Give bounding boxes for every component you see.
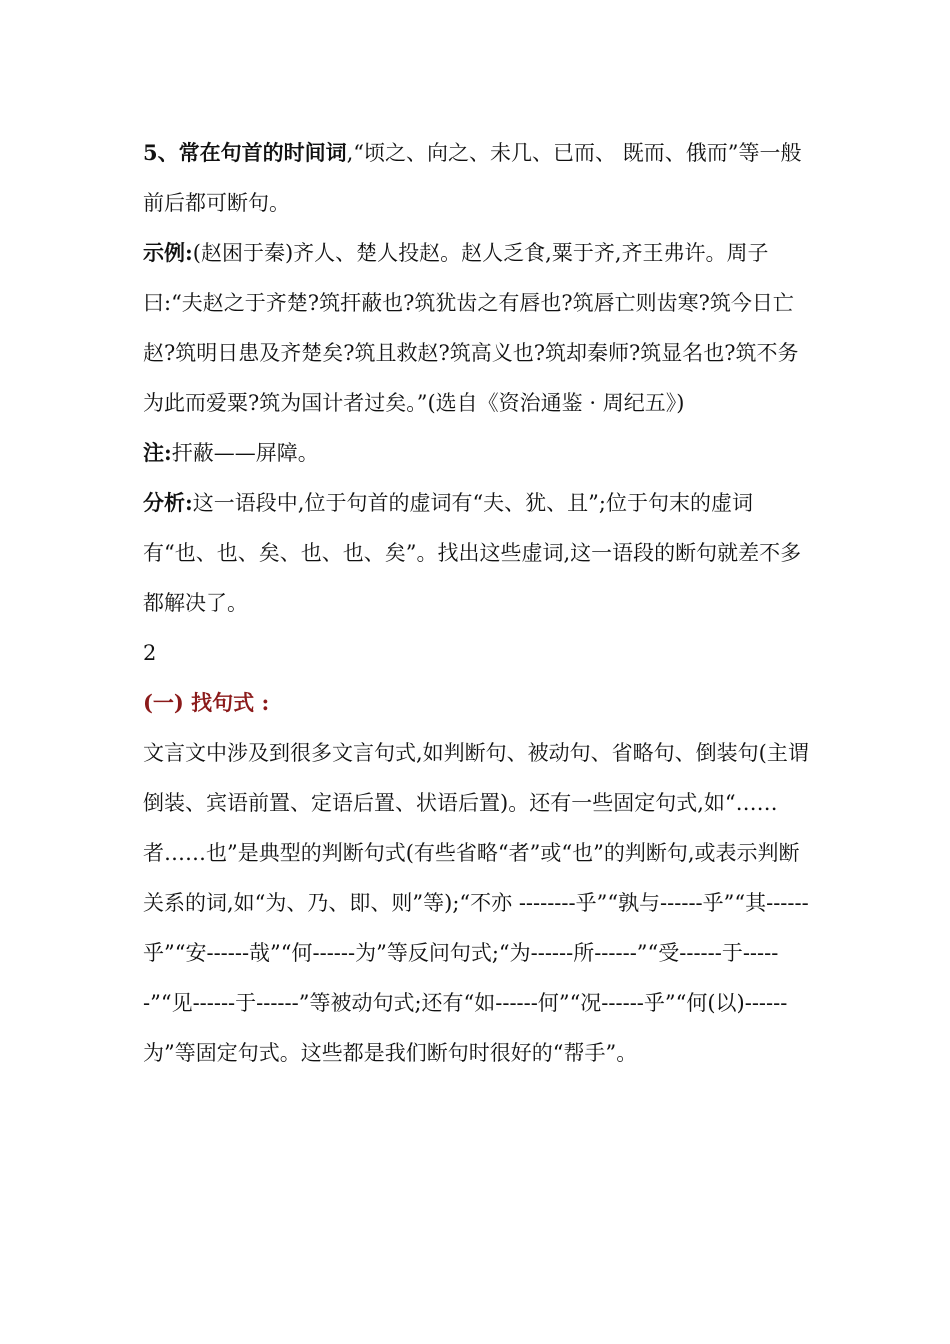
paragraph-sentence-patterns: 文言文中涉及到很多文言句式,如判断句、被动句、省略句、倒装句(主谓倒装、宾语前置、定语后置、状语后置)。还有一些固定句式,如“……者……也”是典型的判断句式(有些省略“者”或“也”的判断句,或表示判断关系的词,如“为、乃、即、则”等);“不亦 --------乎”“孰与------乎”“其------乎”“安------哉”“何------为”等反问句式;“为------所------”“受------于------”“见------于------”等被动句式;还有“如------何”“况------乎”“何(以)------为”等固定句式。这些都是我们断句时很好的“帮手”。 (143, 741, 809, 1065)
paragraph-example (143, 228, 811, 428)
paragraph-label: 示例: (143, 240, 193, 265)
document-body (143, 128, 811, 1078)
section-heading: (一) 找句式 : (143, 690, 270, 715)
paragraph-text: 扞蔽——屏障。 (171, 441, 319, 465)
paragraph-label: 5、常在句首的时间词 (143, 140, 347, 165)
paragraph-time-words (143, 128, 811, 228)
paragraph-text: ,“顷之、向之、未几、已而、 既而、俄而”等一般前后都可断句。 (143, 141, 802, 215)
paragraph-analysis (143, 478, 811, 628)
section-number: 2 (143, 641, 157, 665)
paragraph-label: 注: (143, 440, 172, 465)
paragraph-note (143, 428, 811, 478)
paragraph-text: (赵困于秦)齐人、楚人投赵。赵人乏食,粟于齐,齐王弗许。周子曰:“夫赵之于齐楚?筑扞蔽也?筑犹齿之有唇也?筑唇亡则齿寒?筑今日亡赵?筑明日患及齐楚矣?筑且救赵?筑高义也?筑却秦师?筑显名也?筑不务为此而爱粟?筑为国计者过矣。”(选自《资治通鉴 · 周纪五》) (143, 241, 799, 415)
paragraph-text: 这一语段中,位于句首的虚词有“夫、犹、且”;位于句末的虚词有“也、也、矣、也、也、矣”。找出这些虚词,这一语段的断句就差不多都解决了。 (143, 491, 802, 615)
paragraph-label: 分析: (143, 490, 193, 515)
